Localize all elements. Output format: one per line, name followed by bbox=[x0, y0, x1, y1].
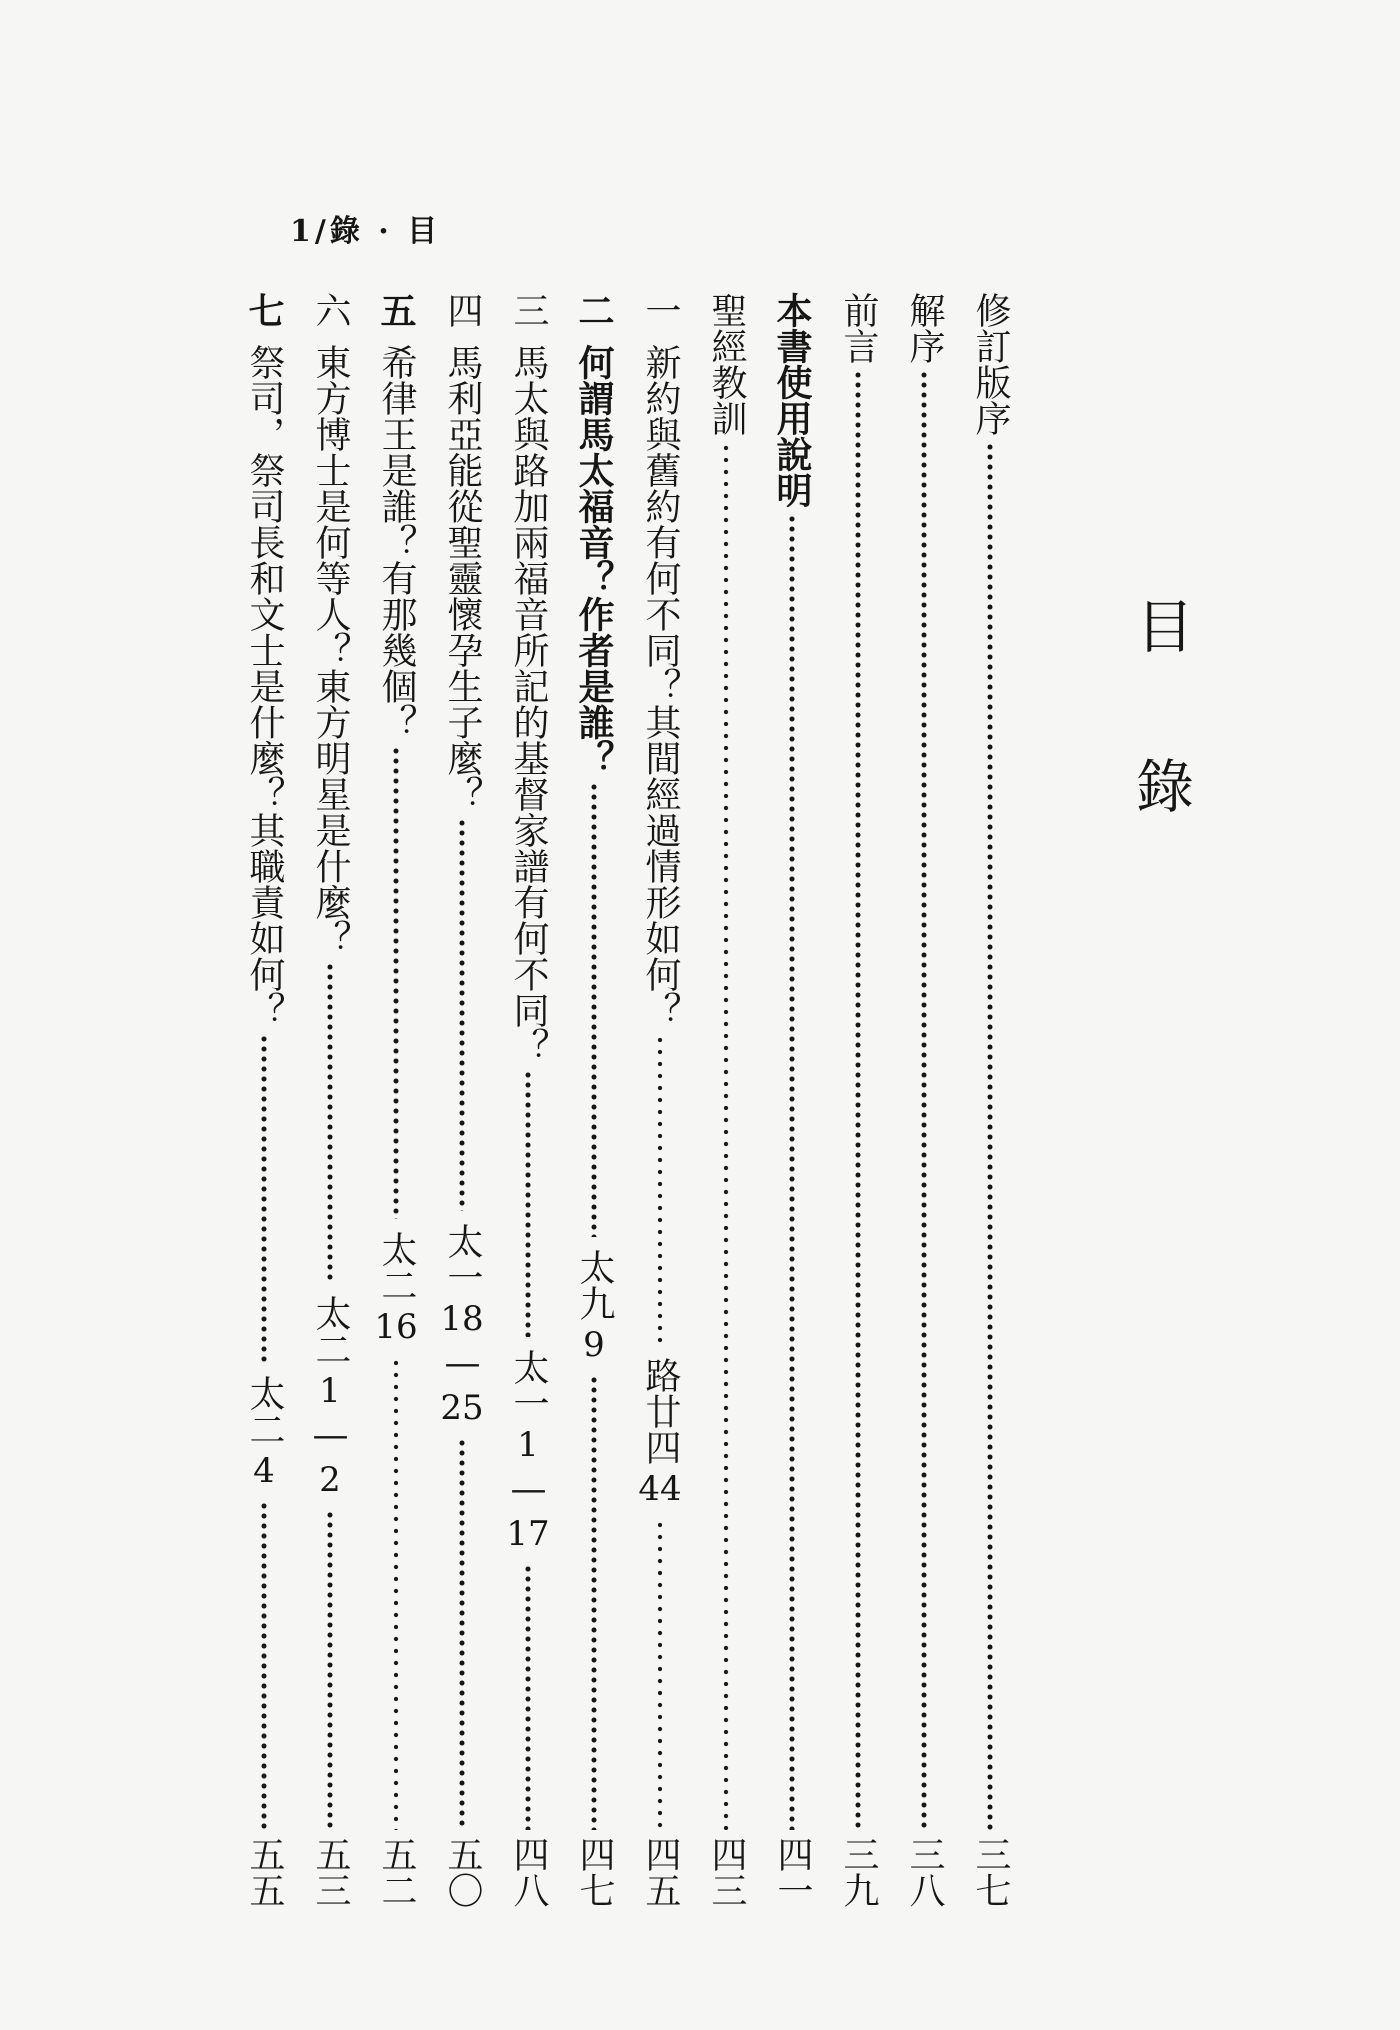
leader-dots bbox=[987, 442, 993, 1830]
scripture-reference: 太二 16 bbox=[374, 1231, 418, 1347]
toc-entry-title: 何謂馬太福音？作者是誰？ bbox=[573, 344, 615, 776]
leader-dots bbox=[591, 782, 597, 1237]
toc-entry-page: 三九 bbox=[838, 1836, 879, 1908]
scripture-reference: 太九 9 bbox=[574, 1249, 615, 1365]
running-head: 1/錄 · 目 bbox=[290, 214, 442, 249]
scripture-reference: 太一 18 — 25 bbox=[440, 1222, 484, 1428]
leader-dots bbox=[525, 1564, 531, 1831]
leader-dots bbox=[921, 370, 927, 1830]
leader-dots bbox=[261, 1034, 267, 1363]
toc-entry-page: 五二 bbox=[376, 1836, 417, 1908]
toc-entry[interactable] bbox=[236, 292, 292, 1908]
page-title-char-2: 錄 bbox=[1135, 753, 1194, 821]
toc-entry[interactable] bbox=[302, 292, 358, 1908]
scripture-reference: 路廿四 44 bbox=[638, 1357, 682, 1509]
toc-entry[interactable] bbox=[896, 292, 952, 1908]
toc-entry-title: 修訂版序 bbox=[970, 292, 1011, 436]
toc-entry-number: 四 bbox=[442, 292, 483, 328]
toc-entry-page: 四三 bbox=[706, 1836, 747, 1908]
scripture-reference: 太一 1 — 17 bbox=[506, 1348, 550, 1554]
toc-entry[interactable] bbox=[632, 292, 688, 1908]
toc-entry[interactable] bbox=[368, 292, 424, 1908]
toc-entry-number: 三 bbox=[508, 292, 549, 328]
toc-entry-title: 馬利亞能從聖靈懷孕生子麼？ bbox=[442, 344, 483, 812]
leader-dots bbox=[261, 1501, 267, 1830]
leader-dots bbox=[657, 1034, 663, 1345]
toc-entry[interactable] bbox=[434, 292, 490, 1908]
leader-dots bbox=[327, 1510, 333, 1831]
toc-entry-number: 七 bbox=[243, 292, 285, 328]
toc-entry[interactable] bbox=[830, 292, 886, 1908]
toc-entry[interactable] bbox=[698, 292, 754, 1908]
scripture-reference: 太二 1 — 2 bbox=[310, 1294, 351, 1500]
leader-dots bbox=[393, 746, 399, 1219]
toc-entry-title: 祭司，祭司長和文士是什麼？其職責如何？ bbox=[244, 344, 285, 1028]
toc-entry[interactable] bbox=[962, 292, 1018, 1908]
toc-entry-number: 五 bbox=[375, 292, 417, 328]
toc-entry-title: 希律王是誰？有那幾個？ bbox=[376, 344, 417, 740]
scripture-reference: 太二 4 bbox=[244, 1375, 285, 1491]
leader-dots bbox=[657, 1519, 663, 1830]
toc-entry[interactable] bbox=[764, 292, 820, 1908]
toc-entry-page: 四五 bbox=[640, 1836, 681, 1908]
toc-entry-number: 二 bbox=[573, 292, 615, 328]
toc-entry-page: 四一 bbox=[772, 1836, 813, 1908]
toc-entry-page: 四七 bbox=[574, 1836, 615, 1908]
toc-entry[interactable] bbox=[566, 292, 622, 1908]
toc-entry-number: 一 bbox=[640, 292, 681, 328]
leader-dots bbox=[525, 1070, 531, 1337]
toc-entry-title: 東方博士是何等人？東方明星是什麼？ bbox=[310, 344, 351, 956]
leader-dots bbox=[789, 514, 795, 1830]
leader-dots bbox=[723, 442, 729, 1830]
toc-entry-title: 解序 bbox=[904, 292, 945, 364]
toc-entry-page: 三八 bbox=[904, 1836, 945, 1908]
leader-dots bbox=[459, 818, 465, 1211]
leader-dots bbox=[327, 962, 333, 1283]
leader-dots bbox=[393, 1357, 399, 1830]
toc-entry-page: 三七 bbox=[970, 1836, 1011, 1908]
toc-entry-title: 新約與舊約有何不同？其間經過情形如何？ bbox=[640, 344, 681, 1028]
page-title-char-1: 目 bbox=[1135, 593, 1194, 661]
toc-entry-page: 五〇 bbox=[442, 1836, 483, 1908]
leader-dots bbox=[591, 1375, 597, 1830]
toc-entry[interactable] bbox=[500, 292, 556, 1908]
toc-entry-number: 六 bbox=[310, 292, 351, 328]
toc-entry-title: 聖經教訓 bbox=[706, 292, 747, 436]
leader-dots bbox=[459, 1438, 465, 1831]
leader-dots bbox=[855, 370, 861, 1830]
toc-entry-title: 本書使用說明 bbox=[771, 292, 813, 508]
toc-entry-title: 前言 bbox=[838, 292, 879, 364]
toc-entry-page: 四八 bbox=[508, 1836, 549, 1908]
toc-entry-page: 五三 bbox=[310, 1836, 351, 1908]
toc-entry-title: 馬太與路加兩福音所記的基督家譜有何不同？ bbox=[508, 344, 549, 1064]
toc-entry-page: 五五 bbox=[244, 1836, 285, 1908]
